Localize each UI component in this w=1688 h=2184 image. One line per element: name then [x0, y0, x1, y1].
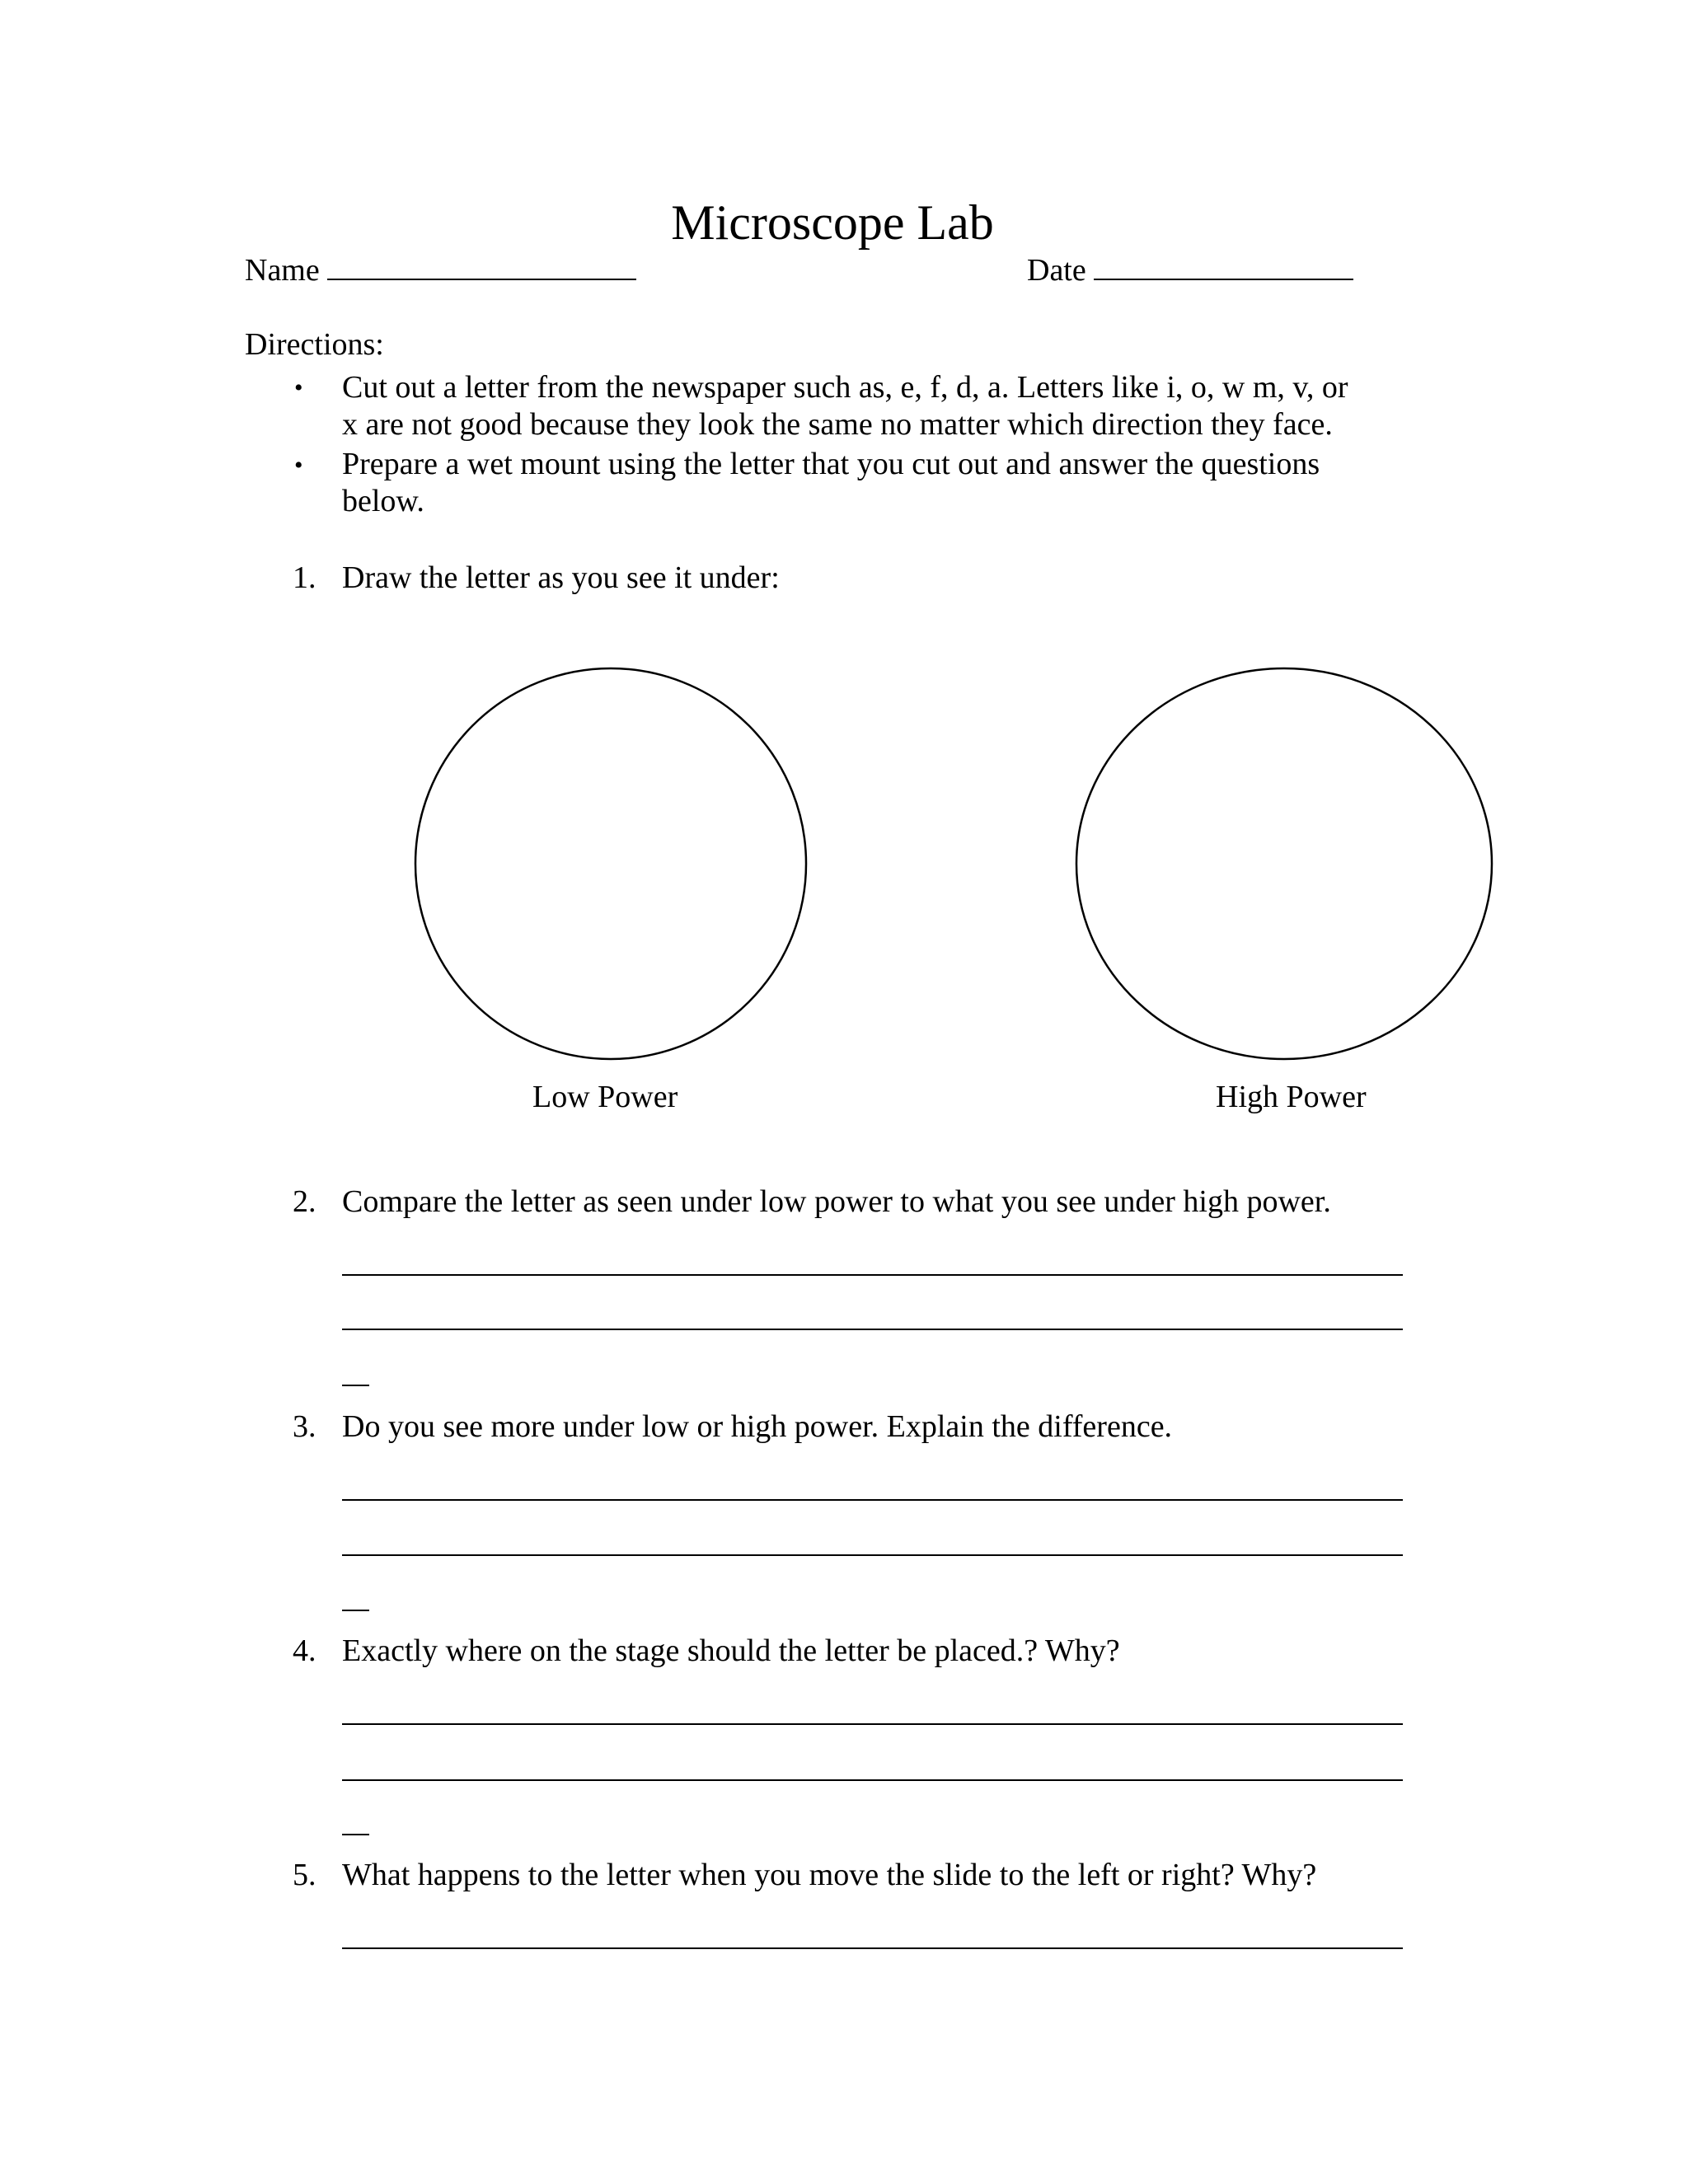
answer-line[interactable] [342, 1274, 1403, 1276]
high-power-circle[interactable] [1076, 668, 1492, 1059]
question-4-number: 4. [293, 1633, 316, 1668]
question-3-number: 3. [293, 1409, 316, 1444]
page-title: Microscope Lab [671, 195, 994, 250]
bullet-marker: • [294, 452, 303, 479]
question-5-number: 5. [293, 1858, 316, 1892]
direction-item-1-line1: Cut out a letter from the newspaper such as, e, f, d, a. Letters like i, o, w m, v, or [342, 370, 1348, 405]
answer-line-end [342, 1385, 369, 1386]
answer-line-end [342, 1610, 369, 1611]
answer-line-end [342, 1834, 369, 1835]
high-power-label: High Power [1216, 1080, 1367, 1114]
answer-line[interactable] [342, 1779, 1403, 1781]
low-power-label: Low Power [532, 1080, 678, 1114]
question-1-number: 1. [293, 560, 316, 595]
answer-line[interactable] [342, 1499, 1403, 1501]
answer-line[interactable] [342, 1947, 1403, 1949]
question-5-text: What happens to the letter when you move the slide to the left or right? Why? [342, 1858, 1317, 1892]
question-2-text: Compare the letter as seen under low power to what you see under high power. [342, 1184, 1331, 1219]
answer-line[interactable] [342, 1554, 1403, 1556]
low-power-circle[interactable] [415, 668, 806, 1059]
bullet-marker: • [294, 374, 303, 401]
question-2-number: 2. [293, 1184, 316, 1219]
name-label: Name [245, 253, 320, 288]
answer-line[interactable] [342, 1329, 1403, 1330]
question-1-text: Draw the letter as you see it under: [342, 560, 780, 595]
question-4-text: Exactly where on the stage should the letter be placed.? Why? [342, 1633, 1120, 1668]
direction-item-1-line2: x are not good because they look the same no matter which direction they face. [342, 407, 1333, 442]
question-3-text: Do you see more under low or high power. Explain the difference. [342, 1409, 1173, 1444]
direction-item-2-line2: below. [342, 484, 424, 518]
direction-item-2-line1: Prepare a wet mount using the letter that you cut out and answer the questions [342, 447, 1320, 481]
answer-line[interactable] [342, 1723, 1403, 1725]
date-label: Date [1027, 253, 1086, 288]
directions-heading: Directions: [245, 327, 384, 362]
